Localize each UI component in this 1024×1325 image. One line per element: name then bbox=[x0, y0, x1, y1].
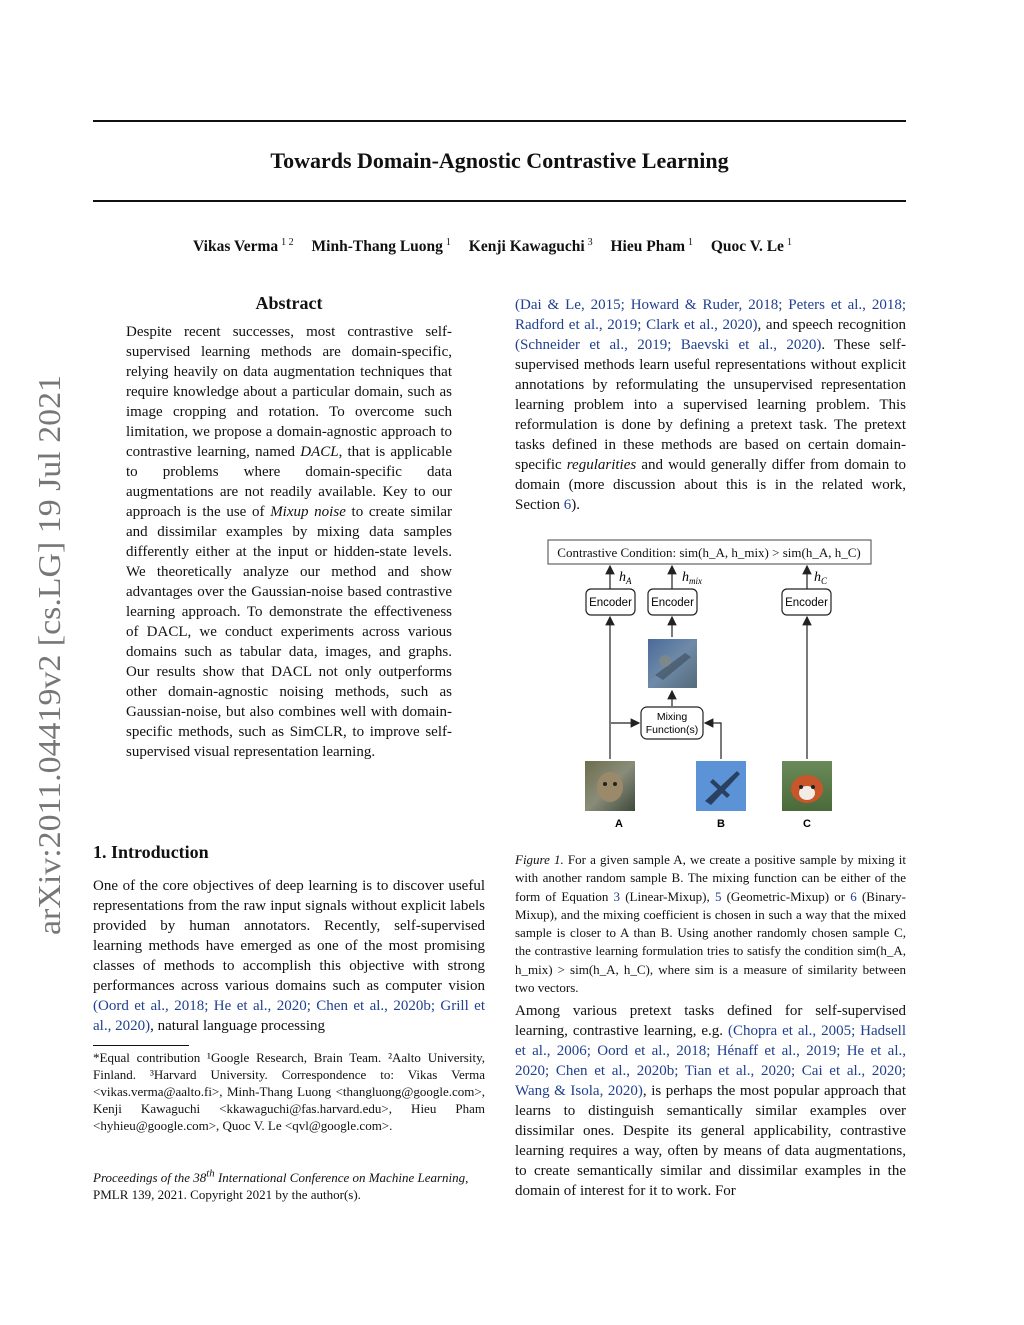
right-column-paragraph-bottom: Among various pretext tasks defined for self-supervised learning, contrastive learning, e.g. (Chopra et al., 2005; Hadsell et al., 2006; Oord et al., 2018; Hénaff et al., 2019; He et al., 2020; Chen et al., 2020b; Tian et al., 2020; Cai et al., 2020; Wang & Isola, 2020), is perhaps the most popular approach that learns to distinguish semantically similar examples over dissimilar ones. Despite its general applicability, contrastive learning requires a way, often by means of data augmentations, to create semantically similar and dissimilar examples in the domain of interest for it to work. For bbox=[515, 1003, 906, 1199]
paper-title: Towards Domain-Agnostic Contrastive Learning bbox=[270, 148, 729, 173]
section-heading-introduction: 1. Introduction bbox=[93, 842, 209, 862]
title-top-rule bbox=[93, 120, 906, 122]
sample-label-a: A bbox=[615, 818, 623, 830]
author-affiliation: 1 2 bbox=[281, 237, 294, 248]
citation-link[interactable]: (Schneider et al., 2019; Baevski et al., 2020) bbox=[515, 337, 822, 353]
citation-link[interactable]: (Chopra et al., 2005; Hadsell et al., 2006; Oord et al., 2018; Hénaff et al., 2019; He et al., 2020; Chen et al., 2020b; Tian et al., 2020; Cai et al., 2020; Wang & Isola, 2020) bbox=[515, 1023, 906, 1099]
figure-1 bbox=[515, 535, 906, 835]
author-name: Vikas Verma bbox=[193, 238, 279, 256]
arxiv-stamp-text: arXiv:2011.04419v2 [cs.LG] 19 Jul 2021 bbox=[31, 406, 67, 935]
intro-paragraph: One of the core objectives of deep learning is to discover useful representations from the raw input signals without explicit labels provided by human annotators. Recently, self-supervised learning methods have emerged as one of the most promising classes of methods to accomplish this objective with strong performances across various domains such as computer vision (Oord et al., 2018; He et al., 2020; Chen et al., 2020b; Grill et al., 2020), natural language processing bbox=[93, 878, 485, 1034]
author-affiliation: 1 bbox=[445, 237, 451, 248]
section-link[interactable]: 6 bbox=[563, 497, 572, 513]
citation-link[interactable]: (Oord et al., 2018; He et al., 2020; Chen et al., 2020b; Grill et al., 2020) bbox=[93, 998, 485, 1034]
caption-label: Figure 1. bbox=[515, 852, 564, 867]
dacl-term: DACL bbox=[300, 444, 339, 460]
title-bottom-rule bbox=[93, 200, 906, 202]
equation-link[interactable]: 5 bbox=[714, 888, 722, 904]
author-affiliation: 1 bbox=[688, 237, 693, 248]
sample-label-c: C bbox=[803, 818, 811, 830]
author-affiliation: 3 bbox=[587, 237, 593, 248]
equation-link[interactable]: 6 bbox=[850, 888, 857, 904]
citation-link[interactable]: (Dai & Le, 2015; Howard & Ruder, 2018; Peters et al., 2018; Radford et al., 2019; Clark et al., 2020) bbox=[515, 297, 906, 333]
footnote: *Equal contribution ¹Google Research, Brain Team. ²Aalto University, Finland. ³Harvard University. Correspondence to: Vikas Verma <vikas.verma@aalto.fi>, Minh-Thang Luong <thangluong@google.com>, Kenji Kawaguchi <kkawaguchi@fas.harvard.edu>, Hieu Pham <hyhieu@google.com>, Quoc V. Le <qvl@google.com>. bbox=[93, 1050, 485, 1133]
arxiv-side-stamp bbox=[20, 370, 70, 940]
proceedings-note: Proceedings of the 38th International Conference on Machine Learning, PMLR 139, 2021. Copyright 2021 by the author(s). bbox=[93, 1168, 469, 1203]
svg-text:Encoder: Encoder bbox=[785, 597, 828, 609]
author-list bbox=[93, 237, 906, 256]
author-name: Minh-Thang Luong bbox=[311, 238, 443, 256]
author-name: Hieu Pham bbox=[610, 238, 685, 256]
svg-text:Encoder: Encoder bbox=[589, 597, 632, 609]
abstract-heading: Abstract bbox=[255, 293, 323, 313]
h-mix-label: $h_{mix}$ bbox=[682, 570, 702, 586]
figure-1-caption: Figure 1. For a given sample A, we create a positive sample by mixing it with another random sample B. The mixing function can be either of the form of Equation 3 (Linear-Mixup), 5 (Geometric-Mixup) or 6 (Binary-Mixup), and the mixing coefficient is chosen in such a way that the mixed sample is closer to A than B. Using another randomly chosen sample C, the contrastive learning formulation tries to satisfy the condition sim(h_A, h_mix) > sim(h_A, h_C), where sim is a measure of similarity between two vectors. bbox=[515, 852, 907, 996]
author-affiliation: 1 bbox=[786, 237, 792, 248]
h-a-label: $h_A$ bbox=[619, 570, 632, 586]
h-c-label: $h_C$ bbox=[814, 570, 828, 586]
svg-text:Function(s): Function(s) bbox=[645, 724, 699, 736]
footnote-rule bbox=[93, 1045, 189, 1046]
author-name: Quoc V. Le bbox=[710, 238, 784, 256]
abstract-body: Despite recent successes, most contrastive self-supervised learning methods are domain-specific, relying heavily on data augmentation techniques that require knowledge about a particular domain, such as image cropping and rotation. To overcome such limitation, we propose a domain-agnostic approach to contrastive learning, named DACL, that is applicable to problems where domain-specific data augmentations are not readily available. Key to our approach is the use of Mixup noise to create similar and dissimilar examples by mixing data samples differently either at the input or hidden-state levels. We theoretically analyze our method and show advantages over the Gaussian-noise based contrastive learning approach. To demonstrate the effectiveness of DACL, we conduct experiments across various domains such as tabular data, images, and graphs. Our results show that DACL not only outperforms other domain-agnostic noising methods, such as Gaussian-noise, but also combines well with domain-specific methods, such as SimCLR, to improve self-supervised visual representation learning. bbox=[126, 324, 453, 760]
svg-text:Encoder: Encoder bbox=[651, 597, 694, 609]
contrastive-condition-text: Contrastive Condition: sim(h_A, h_mix) > sim(h_A, h_C) bbox=[557, 545, 861, 560]
author-name: Kenji Kawaguchi bbox=[468, 238, 585, 256]
sample-label-b: B bbox=[717, 818, 725, 830]
svg-text:Mixing: Mixing bbox=[656, 711, 688, 723]
right-column-paragraph-top: (Dai & Le, 2015; Howard & Ruder, 2018; Peters et al., 2018; Radford et al., 2019; Clark et al., 2020), and speech recognition (Schneider et al., 2019; Baevski et al., 2020). These self-supervised methods learn useful representations without explicit annotations by reformulating the unsupervised representation learning problem into a supervised learning problem. This reformulation is done by defining a pretext task. The pretext tasks defined in these methods are based on certain domain-specific regularities and would generally differ from domain to domain (more discussion about this is in the related work, Section 6). bbox=[515, 297, 907, 513]
equation-link[interactable]: 3 bbox=[613, 888, 621, 904]
mixup-term: Mixup noise bbox=[270, 504, 346, 520]
